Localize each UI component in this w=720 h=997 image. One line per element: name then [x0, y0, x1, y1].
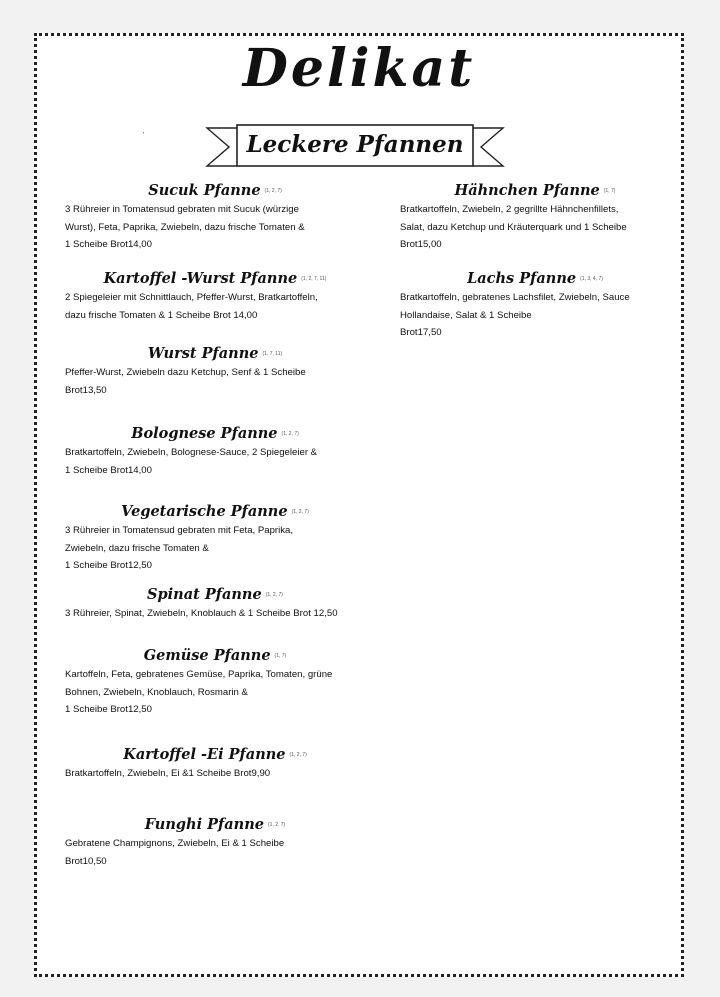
menu-item [65, 345, 365, 399]
price-line-text: 1 Scheibe Brot [65, 464, 128, 476]
menu-item-header [65, 425, 365, 443]
menu-item-allergens: (1, 2, 7) [264, 187, 282, 194]
section-title: Leckere Pfannen [246, 131, 464, 158]
stray-mark: ' [143, 132, 145, 139]
description-line: Kartoffeln, Feta, gebratenes Gemüse, Paprika, Tomaten, grüne [65, 669, 333, 680]
menu-item-description [65, 201, 365, 254]
menu-item-price-line [65, 853, 365, 871]
menu-item [65, 425, 365, 479]
description-line: Bratkartoffeln, gebratenes Lachsfilet, Zwiebeln, Sauce [400, 292, 630, 303]
menu-item-price: 12,50 [127, 704, 152, 715]
menu-item-description [65, 835, 365, 870]
menu-item-description [65, 364, 365, 399]
menu-item-allergens: (1, 2, 7) [267, 821, 286, 828]
menu-item [65, 503, 365, 575]
menu-item-description [65, 289, 365, 324]
description-line: Bratkartoffeln, Zwiebeln, 2 gegrillte Hähnchenfillets, [400, 204, 619, 215]
description-line: Pfeffer-Wurst, Zwiebeln dazu Ketchup, Senf & 1 Scheibe [65, 367, 306, 378]
menu-item-price-line [400, 324, 670, 342]
price-line-text: 1 Scheibe Brot [65, 704, 128, 715]
description-line: Gebratene Champignons, Zwiebeln, Ei & 1 Scheibe [65, 838, 285, 849]
menu-item-description [400, 201, 670, 254]
menu-item-price: 14,00 [127, 464, 152, 476]
menu-item-price-line [65, 307, 365, 325]
menu-item-allergens: (1, 2, 7) [289, 751, 307, 758]
price-line-text: Brot [65, 384, 83, 396]
menu-item-title: Sucuk Pfanne [148, 182, 261, 199]
menu-item-price-line [65, 701, 365, 719]
description-line: Bohnen, Zwiebeln, Knoblauch, Rosmarin & [65, 686, 248, 698]
menu-item-price-line [65, 382, 365, 400]
menu-item-header [65, 345, 365, 363]
menu-item-price-line [65, 605, 365, 623]
price-line-text: 3 Rühreier, Spinat, Zwiebeln, Knoblauch & 1 Scheibe Brot [65, 608, 314, 619]
menu-item-price: 14,00 [127, 239, 152, 250]
menu-item-price-line [65, 765, 365, 783]
menu-item-header [400, 270, 670, 288]
section-banner [205, 124, 505, 170]
menu-item [65, 746, 365, 783]
menu-item-header [65, 270, 365, 288]
menu-item-allergens: (1, 2, 7) [291, 508, 309, 515]
menu-item-allergens: (1, 3, 4, 7) [580, 275, 603, 282]
menu-item-price-line [65, 462, 365, 480]
menu-item [65, 816, 365, 870]
menu-item-title: Hähnchen Pfanne [454, 182, 600, 199]
menu-item [65, 182, 365, 254]
menu-item-price: 15,00 [417, 239, 442, 250]
menu-item-allergens: (1, 7) [274, 652, 287, 659]
menu-item [400, 182, 670, 254]
menu-item-header [65, 746, 365, 764]
price-line-text: Brot [400, 239, 418, 250]
price-line-text: 1 Scheibe Brot [65, 560, 128, 571]
menu-item-price: 12,50 [313, 608, 338, 619]
menu-item-description [65, 522, 365, 575]
menu-item-price: 13,50 [82, 384, 107, 396]
menu-item-header [65, 647, 365, 665]
menu-item-title: Wurst Pfanne [147, 345, 259, 362]
price-line-text: dazu frische Tomaten & 1 Scheibe Brot [65, 309, 234, 321]
menu-item-price-line [400, 236, 670, 254]
menu-item-title: Lachs Pfanne [467, 270, 577, 287]
description-line: Wurst), Feta, Paprika, Zwiebeln, dazu frische Tomaten & [65, 221, 305, 233]
price-line-text: 1 Scheibe Brot [65, 239, 128, 250]
menu-item-title: Vegetarische Pfanne [121, 503, 288, 520]
menu-item-title: Kartoffel -Wurst Pfanne [103, 270, 298, 287]
menu-item-price: 9,90 [251, 768, 271, 779]
menu-item-allergens: (1, 2, 7, 11) [301, 275, 327, 282]
menu-item-description [65, 666, 365, 719]
description-line: 3 Rühreier in Tomatensud gebraten mit Sucuk (würzige [65, 204, 299, 215]
menu-item-header [65, 816, 365, 834]
menu-item [65, 647, 365, 719]
description-line: Zwiebeln, dazu frische Tomaten & [65, 542, 209, 554]
description-line: Salat, dazu Ketchup und Kräuterquark und 1 Scheibe [400, 221, 627, 233]
menu-item-title: Funghi Pfanne [144, 816, 264, 833]
restaurant-logo: Delikat [242, 38, 476, 99]
menu-item-title: Kartoffel -Ei Pfanne [123, 746, 286, 763]
menu-item-price: 12,50 [127, 560, 152, 571]
description-line: Bratkartoffeln, Zwiebeln, Bolognese-Sauce, 2 Spiegeleier & [65, 447, 318, 458]
menu-item-price: 17,50 [417, 327, 442, 338]
menu-item-title: Spinat Pfanne [147, 586, 262, 603]
description-line: Hollandaise, Salat & 1 Scheibe [400, 309, 532, 321]
menu-item-price: 14,00 [233, 309, 258, 321]
menu-item-price-line [65, 557, 365, 575]
menu-item-allergens: (1, 7, 11) [262, 350, 283, 357]
menu-item-title: Bolognese Pfanne [131, 425, 278, 442]
description-line: 2 Spiegeleier mit Schnittlauch, Pfeffer-Wurst, Bratkartoffeln, [65, 292, 318, 303]
description-line: 3 Rühreier in Tomatensud gebraten mit Feta, Paprika, [65, 525, 294, 536]
menu-item-price: 10,50 [82, 855, 107, 867]
menu-item-description [65, 605, 365, 623]
menu-item-header [65, 503, 365, 521]
menu-item-header [65, 586, 365, 604]
menu-item-allergens: (1, 2, 7) [281, 430, 299, 437]
menu-item [65, 270, 365, 324]
menu-item-description [65, 765, 365, 783]
price-line-text: Brot [400, 327, 418, 338]
menu-item-description [65, 444, 365, 479]
menu-item-description [400, 289, 670, 342]
menu-item-header [65, 182, 365, 200]
menu-item [400, 270, 670, 342]
menu-item-allergens: (1, 7) [603, 187, 616, 194]
price-line-text: Bratkartoffeln, Zwiebeln, Ei &1 Scheibe Brot [65, 768, 252, 779]
menu-item [65, 586, 365, 623]
menu-item-allergens: (1, 2, 7) [265, 591, 283, 598]
menu-item-price-line [65, 236, 365, 254]
menu-item-header [400, 182, 670, 200]
price-line-text: Brot [65, 855, 83, 867]
menu-item-title: Gemüse Pfanne [143, 647, 271, 664]
menu-page [34, 33, 684, 977]
